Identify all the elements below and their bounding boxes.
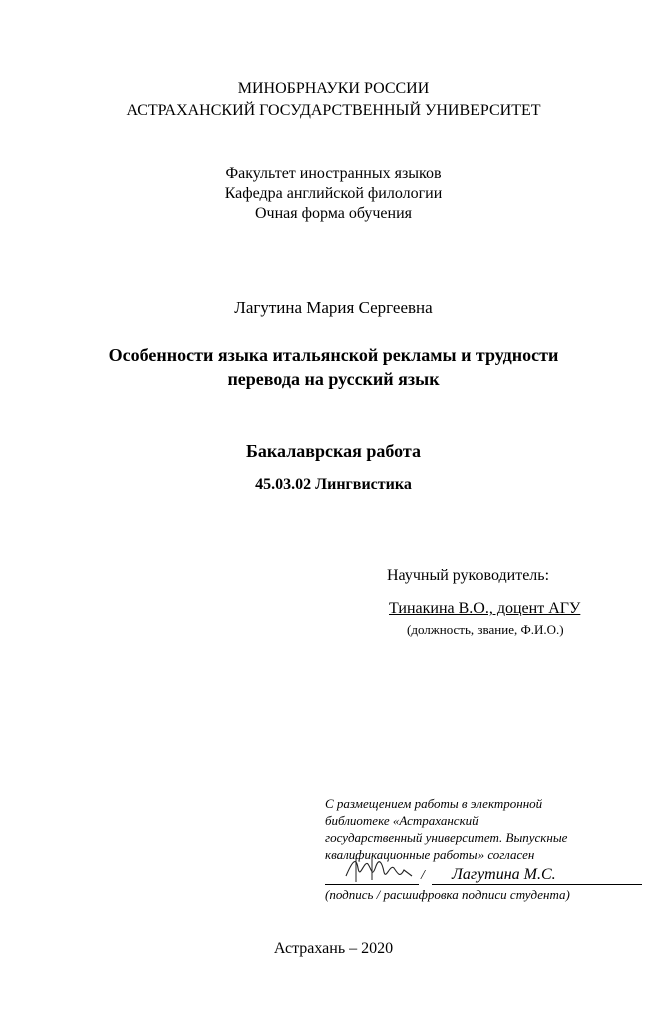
student-name: Лагутина М.С.	[452, 866, 556, 883]
signature-caption: (подпись / расшифровка подписи студента)	[325, 887, 570, 902]
consent-line-3: государственный университет. Выпускные	[325, 830, 568, 845]
city-year: Астрахань – 2020	[273, 940, 394, 957]
consent-line-4: квалификационные работы» согласен	[325, 847, 535, 862]
study-form: Очная форма обучения	[254, 205, 413, 222]
university-name: АСТРАХАНСКИЙ ГОСУДАРСТВЕННЫЙ УНИВЕРСИТЕТ	[126, 102, 541, 119]
thesis-title-line2: перевода на русский язык	[227, 369, 440, 389]
supervisor-label: Научный руководитель:	[387, 567, 550, 584]
faculty-name: Факультет иностранных языков	[225, 165, 442, 182]
author-name: Лагутина Мария Сергеевна	[234, 298, 433, 317]
consent-line-1: С размещением работы в электронной	[325, 796, 543, 811]
student-signature	[342, 852, 424, 886]
specialty-code: 45.03.02 Лингвистика	[255, 476, 412, 493]
name-line	[432, 884, 642, 885]
signature-separator: /	[421, 868, 425, 883]
thesis-title-line1: Особенности языка итальянской рекламы и трудности	[108, 345, 559, 365]
work-type: Бакалаврская работа	[246, 441, 421, 461]
supervisor-caption: (должность, звание, Ф.И.О.)	[407, 622, 564, 637]
supervisor-name: Тинакина В.О., доцент АГУ	[389, 600, 581, 617]
department-name: Кафедра английской филологии	[224, 185, 443, 202]
consent-line-2: библиотеке «Астраханский	[325, 813, 479, 828]
ministry-name: МИНОБРНАУКИ РОССИИ	[237, 80, 430, 97]
signature-line	[325, 884, 419, 885]
